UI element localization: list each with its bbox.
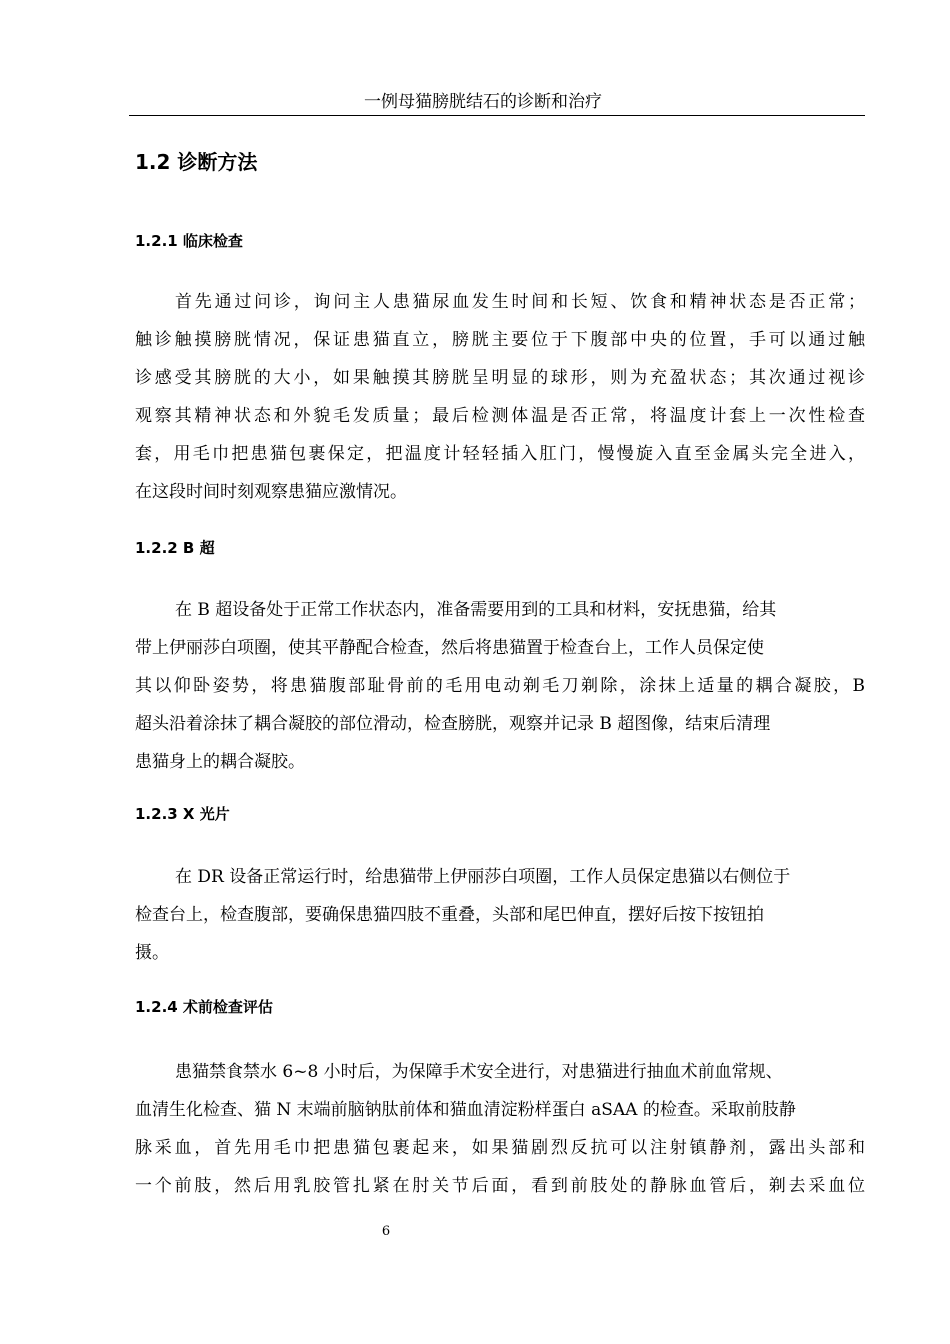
page-header-title: 一例母猫膀胱结石的诊断和治疗: [364, 92, 602, 112]
paragraph-line: 带上伊丽莎白项圈，使其平静配合检查，然后将患猫置于检查台上，工作人员保定使: [135, 638, 764, 658]
page-number: 6: [381, 1224, 391, 1239]
paragraph-line: 触诊触摸膀胱情况，保证患猫直立，膀胱主要位于下腹部中央的位置，手可以通过触: [135, 330, 865, 350]
paragraph-line: 在这段时间时刻观察患猫应激情况。: [135, 482, 407, 502]
subsection-heading-preop: 1.2.4 术前检查评估: [135, 998, 273, 1016]
paragraph-line: 一个前肢，然后用乳胶管扎紧在肘关节后面，看到前肢处的静脉血管后，剃去采血位: [135, 1176, 865, 1196]
paragraph-line: 诊感受其膀胱的大小，如果触摸其膀胱呈明显的球形，则为充盈状态；其次通过视诊: [135, 368, 865, 388]
subsection-heading-xray: 1.2.3 X 光片: [135, 805, 230, 823]
paragraph-line: 观察其精神状态和外貌毛发质量；最后检测体温是否正常，将温度计套上一次性检查: [135, 406, 865, 426]
paragraph-line: 血清生化检查、猫 N 末端前脑钠肽前体和猫血清淀粉样蛋白 aSAA 的检查。采取前肢静: [135, 1100, 796, 1120]
paragraph-line: 检查台上，检查腹部，要确保患猫四肢不重叠，头部和尾巴伸直，摆好后按下按钮拍: [135, 905, 764, 925]
paragraph-line: 在 DR 设备正常运行时，给患猫带上伊丽莎白项圈，工作人员保定患猫以右侧位于: [175, 867, 791, 887]
paragraph-line: 超头沿着涂抹了耦合凝胶的部位滑动，检查膀胱，观察并记录 B 超图像，结束后清理: [135, 714, 771, 734]
header-rule: [129, 115, 865, 116]
section-heading: 1.2 诊断方法: [135, 150, 258, 174]
paragraph-line: 在 B 超设备处于正常工作状态内，准备需要用到的工具和材料，安抚患猫，给其: [175, 600, 777, 620]
paragraph-line: 其以仰卧姿势，将患猫腹部耻骨前的毛用电动剃毛刀剃除，涂抹上适量的耦合凝胶，B: [135, 676, 865, 696]
subsection-heading-ultrasound: 1.2.2 B 超: [135, 539, 215, 557]
subsection-heading-clinical: 1.2.1 临床检查: [135, 232, 243, 250]
paragraph-line: 患猫禁食禁水 6~8 小时后，为保障手术安全进行，对患猫进行抽血术前血常规、: [175, 1062, 783, 1082]
paragraph-line: 套，用毛巾把患猫包裹保定，把温度计轻轻插入肛门，慢慢旋入直至金属头完全进入，: [135, 444, 865, 464]
paragraph-line: 摄。: [135, 943, 169, 963]
paragraph-line: 患猫身上的耦合凝胶。: [135, 752, 305, 772]
paragraph-line: 首先通过问诊，询问主人患猫尿血发生时间和长短、饮食和精神状态是否正常；: [175, 292, 865, 312]
paragraph-line: 脉采血，首先用毛巾把患猫包裹起来，如果猫剧烈反抗可以注射镇静剂，露出头部和: [135, 1138, 865, 1158]
